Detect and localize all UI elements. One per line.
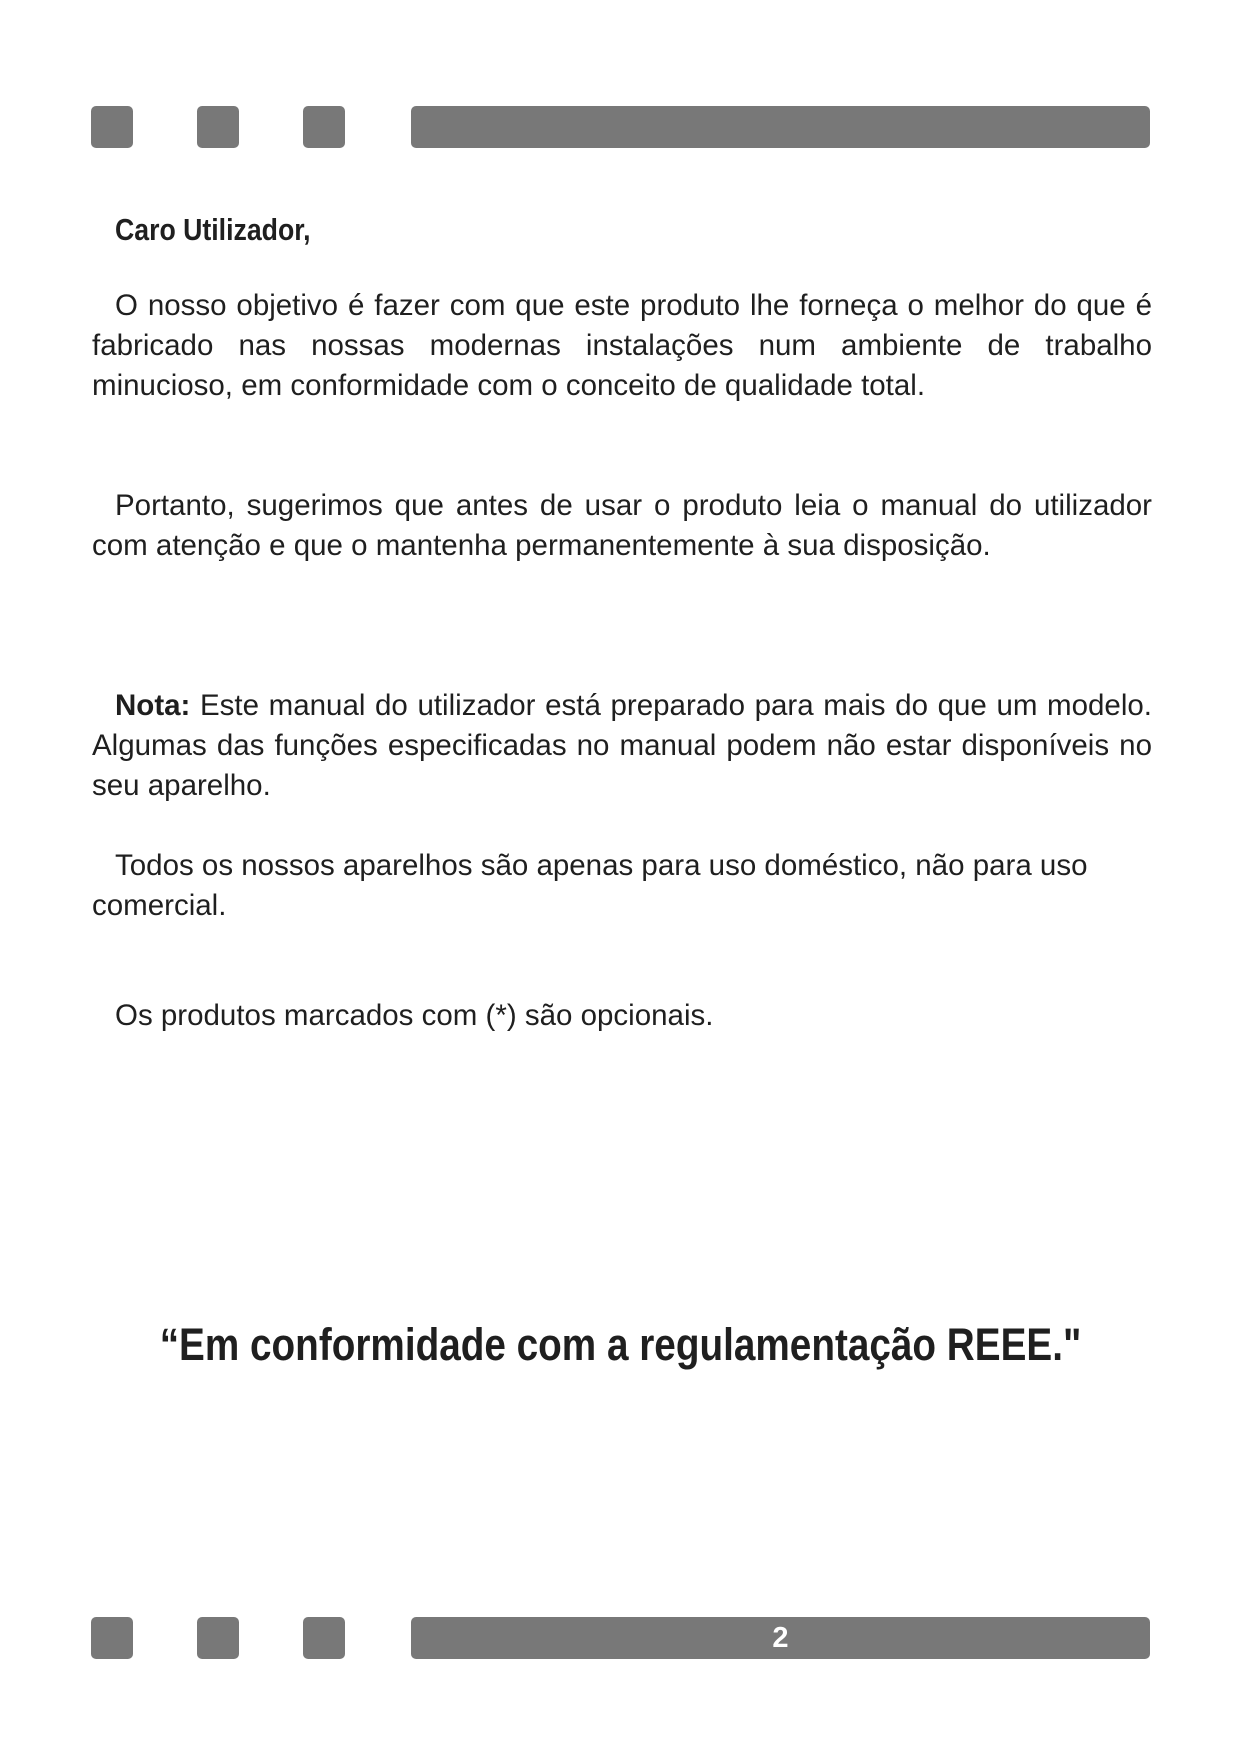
page-number-bar (411, 1617, 1150, 1659)
header-square-1 (91, 106, 133, 148)
intro-paragraph: O nosso objetivo é fazer com que este produto lhe forneça o melhor do que é fabricado nas nossas modernas instalações num ambiente de trabalho minucioso, em conformidade com o conceito de qualidade total. (92, 289, 1152, 402)
optional-products-paragraph: Os produtos marcados com (*) são opcionais. (115, 999, 714, 1032)
page-number: 2 (772, 1622, 789, 1654)
note-text: Este manual do utilizador está preparado para mais do que um modelo. Algumas das funções especificadas no manual podem não estar disponíveis no seu aparelho. (92, 689, 1152, 802)
header-square-3 (303, 106, 345, 148)
footer-square-1 (91, 1617, 133, 1659)
header-square-2 (197, 106, 239, 148)
footer-square-2 (197, 1617, 239, 1659)
note-label: Nota: (115, 689, 191, 722)
footer-square-3 (303, 1617, 345, 1659)
header-decoration (0, 106, 1241, 148)
advice-paragraph: Portanto, sugerimos que antes de usar o produto leia o manual do utilizador com atenção e que o mantenha permanentemente à sua disposição. (92, 489, 1152, 562)
note-paragraph (92, 686, 1152, 806)
domestic-use-paragraph: Todos os nossos aparelhos são apenas para uso doméstico, não para uso comercial. (92, 849, 1088, 922)
header-bar (411, 106, 1150, 148)
weee-statement: “Em conformidade com a regulamentação REEE." (159, 1319, 1082, 1370)
footer-decoration (0, 1617, 1241, 1659)
greeting: Caro Utilizador, (115, 212, 311, 247)
